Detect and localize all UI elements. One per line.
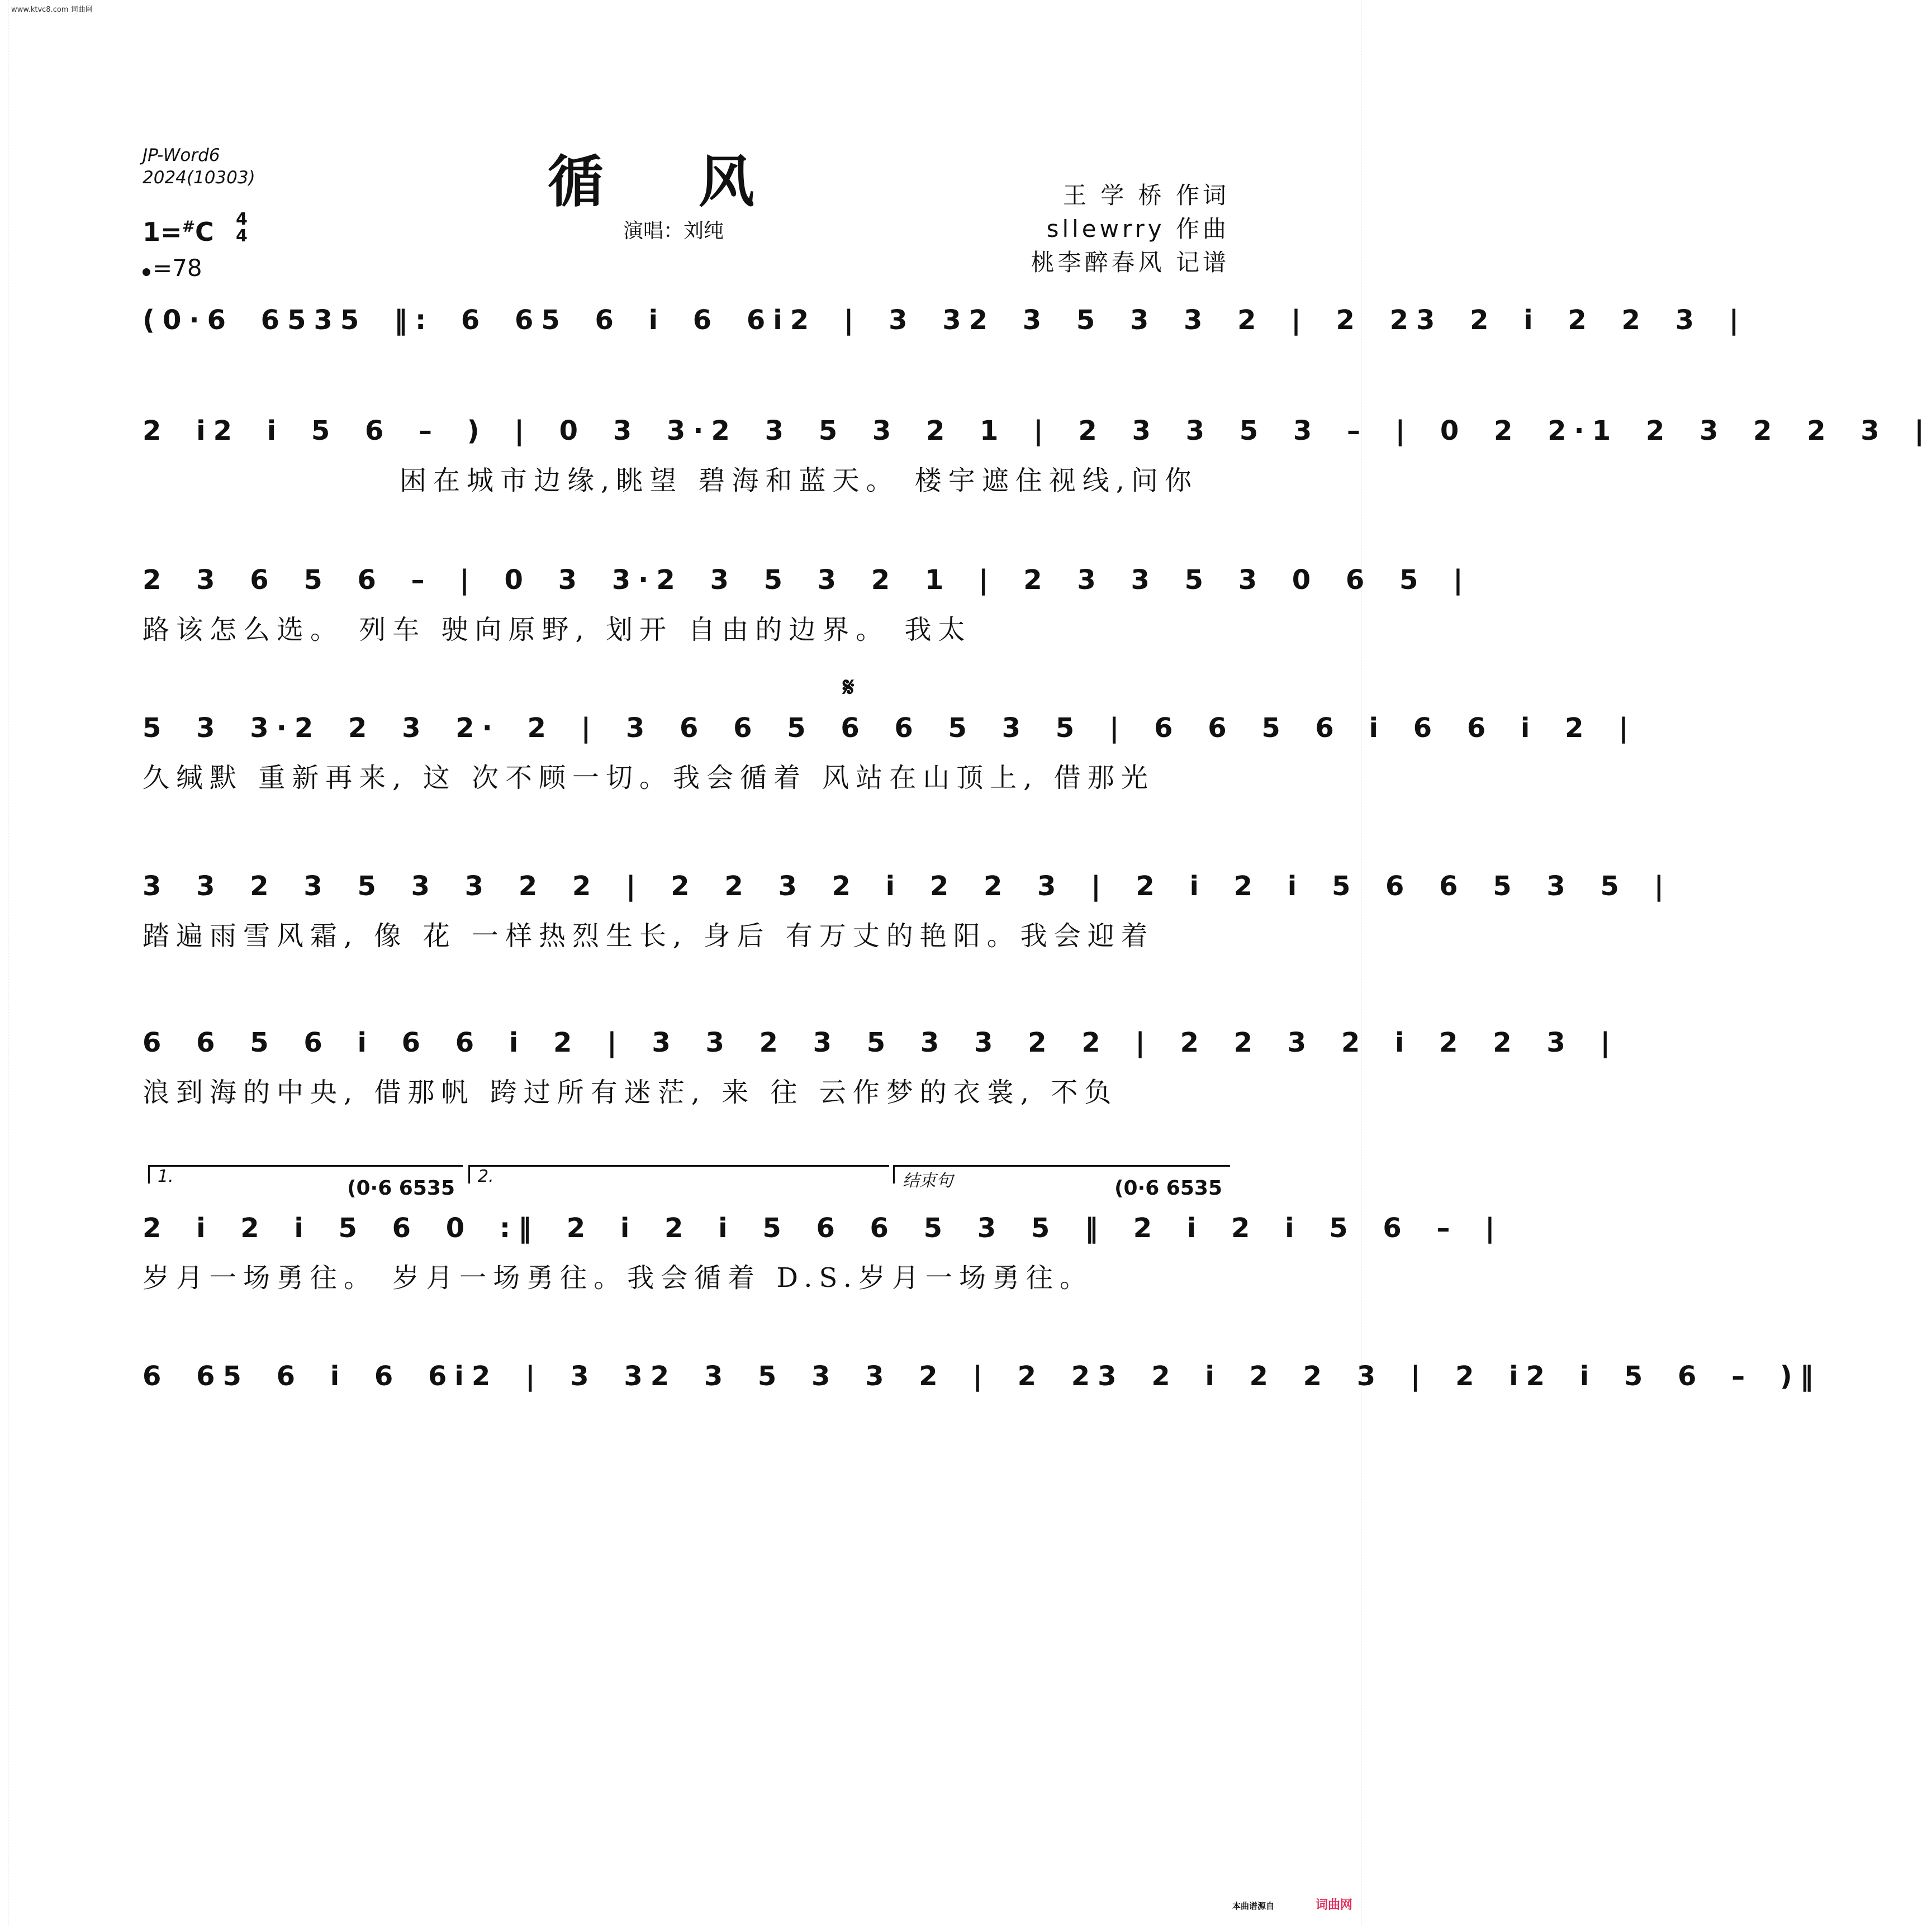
software-name: JP-Word6 [143,145,220,165]
sharp-symbol: # [182,217,196,236]
composer-credit: sllewrry 作曲 [1046,215,1230,243]
transcriber-credit: 桃李醉春风 记谱 [1031,249,1230,276]
volta-second-ending [468,1165,889,1186]
quarter-note-icon [141,267,152,278]
footer-logo[interactable]: 词曲网 [1315,1898,1352,1912]
time-signature-top: 4 [236,210,248,229]
notes-line: 2 i2 i 5 6 – ) | 0 3 3·2 3 5 3 2 1 | 2 3 3 5 3 – | 0 2 2·1 2 3 2 2 3 | [143,415,1932,446]
coda-pickup: (0·6 6535 [1114,1177,1222,1200]
coda-label: 结束句 [903,1171,953,1191]
lyrics-line: 岁月一场勇往。 岁月一场勇往。我会循着 D.S.岁月一场勇往。 [143,1262,1093,1294]
segno-sign: 𝄋 [843,672,855,703]
time-signature [236,211,248,245]
key-note: C [195,217,214,247]
notes-line: 5 3 3·2 2 3 2· 2 | 3 6 6 5 6 6 5 3 5 | 6 6 5 6 i 6 6 i 2 | [143,712,1636,744]
notes-line: 6 65 6 i 6 6i2 | 3 32 3 5 3 3 2 | 2 23 2 i 2 2 3 | 2 i2 i 5 6 – )‖ [143,1361,1821,1392]
tempo-marking [143,254,202,282]
notes-line: (0·6 6535 ‖: 6 65 6 i 6 6i2 | 3 32 3 5 3 3 2 | 2 23 2 i 2 2 3 | [143,305,1747,336]
volta-pickup: (0·6 6535 [347,1177,455,1200]
notes-line: 2 3 6 5 6 – | 0 3 3·2 3 5 3 2 1 | 2 3 3 5 3 0 6 5 | [143,564,1471,596]
tempo-value: =78 [153,254,202,282]
right-margin-strip [1361,0,1369,1925]
lyrics-line: 路该怎么选。 列车 驶向原野, 划开 自由的边界。 我太 [143,614,972,645]
notes-line: 3 3 2 3 5 3 3 2 2 | 2 2 3 2 i 2 2 3 | 2 i 2 i 5 6 6 5 3 5 | [143,871,1672,902]
singer-label: 演唱：刘纯 [623,220,724,243]
software-version: 2024(10303) [143,168,255,188]
lyricist-credit: 王 学 桥 作词 [1062,182,1230,209]
lyrics-line: 浪到海的中央, 借那帆 跨过所有迷茫, 来 往 云作梦的衣裳, 不负 [143,1077,1118,1108]
key-prefix: 1= [143,217,182,247]
lyrics-line: 踏遍雨雪风霜, 像 花 一样热烈生长, 身后 有万丈的艳阳。我会迎着 [143,920,1155,952]
notes-line: 2 i 2 i 5 6 0 :‖ 2 i 2 i 5 6 6 5 3 5 ‖ 2 i 2 i 5 6 – | [143,1213,1503,1244]
lyrics-line: 困在城市边缘,眺望 碧海和蓝天。 楼宇遮住视线,问你 [400,465,1199,496]
volta-label: 2. [478,1167,494,1186]
credits-block [1031,179,1230,279]
left-margin-strip [0,0,8,1925]
time-signature-bottom: 4 [236,226,248,246]
site-label[interactable]: www.ktvc8.com 词曲网 [11,6,93,14]
volta-label: 1. [158,1167,174,1186]
key-signature [143,217,214,247]
lyrics-line: 久缄默 重新再来, 这 次不顾一切。我会循着 风站在山顶上, 借那光 [143,762,1155,793]
volta-first-ending [148,1165,463,1200]
notes-line: 6 6 5 6 i 6 6 i 2 | 3 3 2 3 5 3 3 2 2 | 2 2 3 2 i 2 2 3 | [143,1027,1618,1058]
song-title: 循风 [548,149,849,215]
coda-section [893,1165,1230,1200]
footer-source-text: 本曲谱源自 [1232,1901,1274,1911]
software-label [143,144,255,189]
